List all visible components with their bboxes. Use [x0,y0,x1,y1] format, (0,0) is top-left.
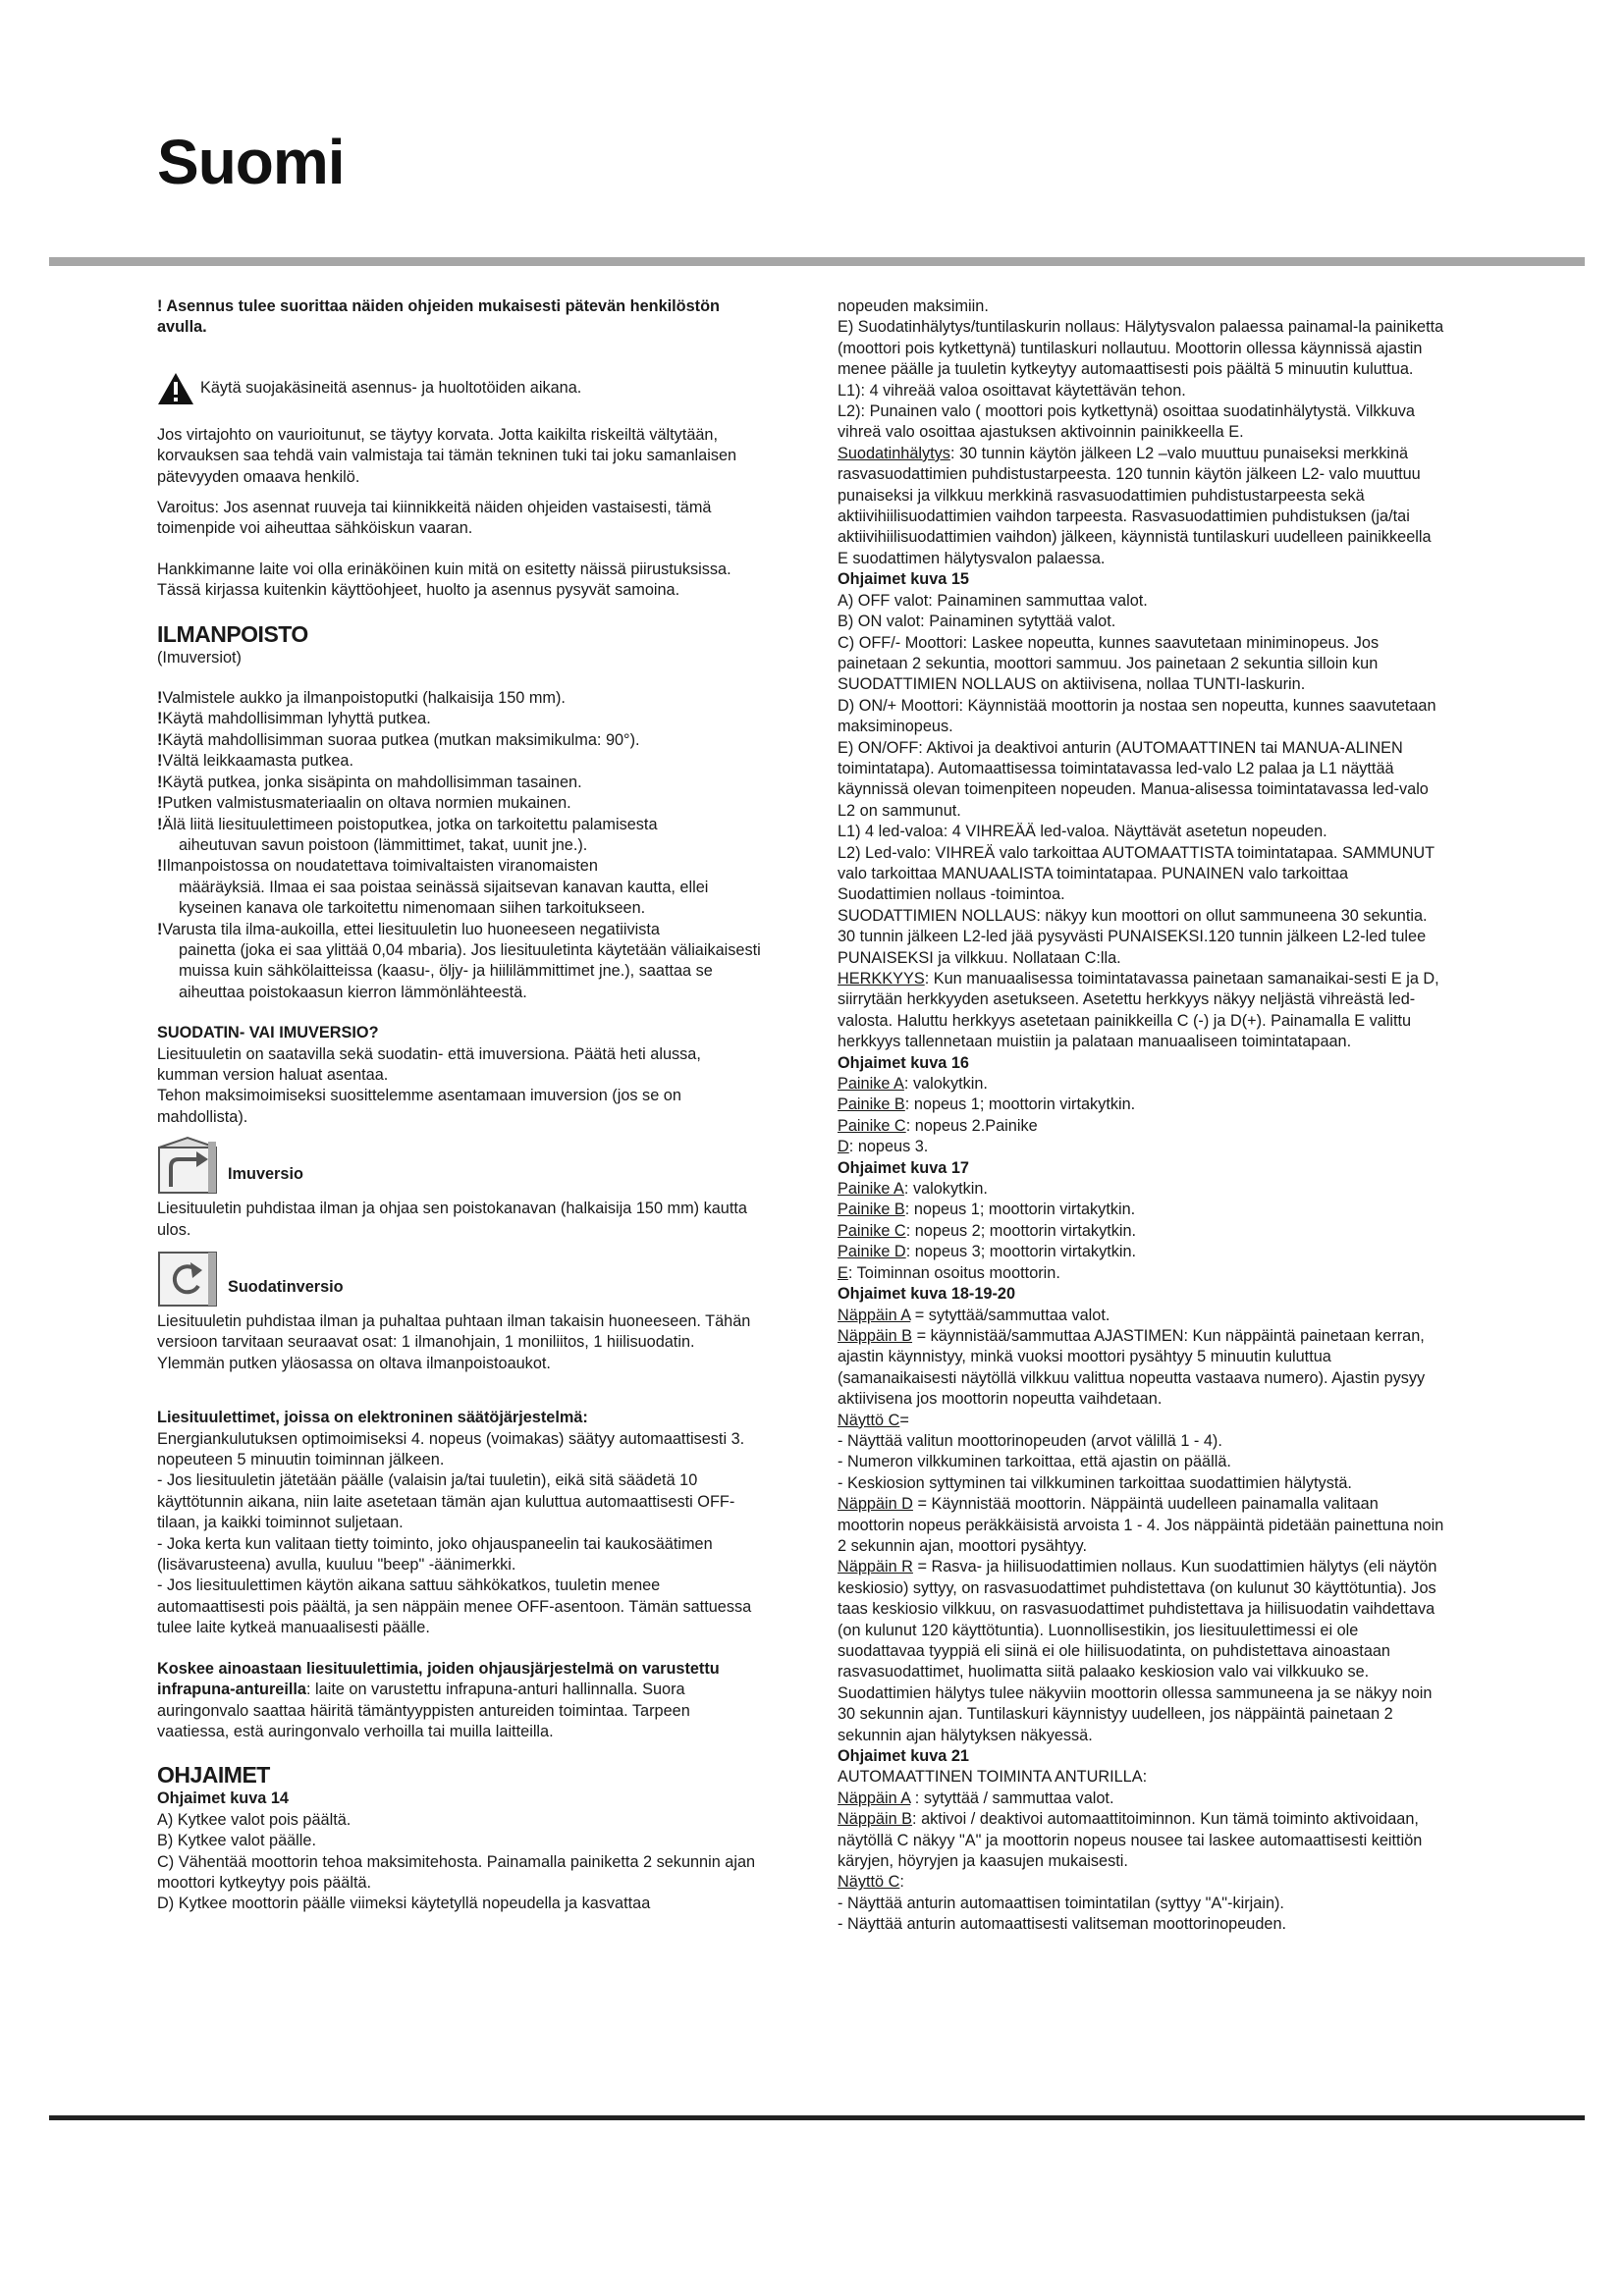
infrared-paragraph: Koskee ainoastaan liesituulettimia, joiden ohjausjärjestelmä on varustettu infrapuna-antureilla: laite on varustettu infrapuna-anturi hallinnalla. Suora auringonvalo saattaa häiritä tämäntyyppisten antureiden toimintaa. Tarpeen vaatiessa, estä auringonvalo verhoilla tai muilla laitteilla. [157,1659,720,1740]
section-title-ohjaimet: OHJAIMET [157,1762,270,1789]
controls-14-line: B) Kytkee valot päälle. [157,1832,316,1850]
list-item: !Putken valmistusmateriaalin on oltava normien mukainen. [157,794,571,813]
controls-18-key-d: Näppäin D = Käynnistää moottorin. Näppäintä uudelleen painamalla valitaan moottorin nopeus peräkkäisistä arvoista 1 - 4. Jos näppäintä pidetään painettuna noin 2 sekunnin ajan, moottori pysähtyy. [838,1495,1444,1555]
controls-17-item: Painike A: valokytkin. [838,1180,988,1199]
electronic-line: - Jos liesituulettimen käytön aikana sattuu sähkökatkos, tuuletin menee automaattisesti pois päältä, ja sen näppäin menee OFF-asentoon. Tämän sattuessa tulee laite kytkeä manuaalisesti päälle. [157,1576,752,1637]
warning-icon [157,372,194,405]
list-item: !Valmistele aukko ja ilmanpoistoputki (halkaisija 150 mm). [157,689,566,708]
controls-18-display-line: - Numeron vilkkuminen tarkoittaa, että ajastin on päällä. [838,1453,1231,1471]
list-item: !Käytä mahdollisimman suoraa putkea (mutkan maksimikulma: 90°). [157,730,640,749]
imuversio-label: Imuversio [228,1164,303,1183]
list-item: !Käytä putkea, jonka sisäpinta on mahdollisimman tasainen. [157,773,582,791]
controls-14-line: A) Kytkee valot pois päältä. [157,1810,352,1829]
recirculation-mode-icon [157,1249,220,1308]
controls-21-key-b: Näppäin B: aktivoi / deaktivoi automaattitoiminnon. Kun tämä toiminto aktivoidaan, näytöllä C näkyy "A" ja moottorin nopeus nousee tai laskee automaattisesti keittiön käryjen, höyryjen ja kaasujen mukaisesti. [838,1810,1423,1871]
list-item: !Ilmanpoistossa on noudatettava toimivaltaisten viranomaisten [157,857,598,876]
controls-21-subtitle: AUTOMAATTINEN TOIMINTA ANTURILLA: [838,1768,1148,1787]
header-divider [49,257,1585,266]
controls-17-item: Painike C: nopeus 2; moottorin virtakytkin. [838,1221,1137,1240]
l2-line: L2): Punainen valo ( moottori pois kytkettynä) osoittaa suodatinhälytystä. Vilkkuva vihreä valo osoittaa ajastuksen aktivoinnin painikkeella E. [838,402,1415,442]
controls-18-title: Ohjaimet kuva 18-19-20 [838,1285,1015,1304]
list-item-continuation: aiheutuvan savun poistoon (lämmittimet, takat, uunit jne.). [179,835,588,854]
list-item: !Vältä leikkaamasta putkea. [157,752,354,771]
list-item: !Varusta tila ilma-aukoilla, ettei liesituuletin luo huoneeseen negatiivista [157,920,660,938]
controls-16-title: Ohjaimet kuva 16 [838,1053,969,1072]
controls-17-item: Painike B: nopeus 1; moottorin virtakytkin. [838,1201,1136,1219]
imuversio-row [157,1136,762,1195]
controls-17-title: Ohjaimet kuva 17 [838,1158,969,1177]
paragraph-suodatin-2: Tehon maksimoimiseksi suosittelemme asentamaan imuversion (jos se on mahdollista). [157,1087,681,1126]
controls-15-line: B) ON valot: Painaminen sytyttää valot. [838,613,1116,631]
section-subtitle-imuversiot: (Imuversiot) [157,648,242,667]
list-item-continuation: määräyksiä. Ilmaa ei saa poistaa seinässä sijaitsevan kanavan kautta, ellei kyseinen kanava ole tarkoitettu nimenomaan siihen tarkoitukseen. [179,878,709,918]
controls-18-key-b: Näppäin B = käynnistää/sammuttaa AJASTIMEN: Kun näppäintä painetaan kerran, ajastin käynnistyy, minkä vuoksi moottori pysähtyy 5 minuutin kuluttua (samanaikaisesti näytöllä vilkkuu valittua nopeutta vastaava numero). Ajastin pysyy aktiivisena jos moottorin nopeutta vaihdetaan. [838,1326,1426,1409]
paragraph-appearance: Hankkimanne laite voi olla erinäköinen kuin mitä on esitetty näissä piirustuksissa. Tässä kirjassa kuitenkin käyttöohjeet, huolto ja asennus pysyvät samoina. [157,560,731,600]
controls-14-title: Ohjaimet kuva 14 [157,1789,289,1808]
paragraph-power-cord: Jos virtajohto on vaurioitunut, se täytyy korvata. Jotta kaikilta riskeiltä vältytään, korvauksen saa tehdä vain valmistaja tai tämän tekninen tuki tai joku samanlaisen pätevyyden omaava henkilö. [157,425,737,486]
intro-notice: ! Asennus tulee suorittaa näiden ohjeiden mukaisesti pätevän henkilöstön avulla. [157,297,720,337]
controls-21-title: Ohjaimet kuva 21 [838,1747,969,1766]
controls-17-item: E: Toiminnan osoitus moottorin. [838,1263,1060,1282]
controls-15-line: E) ON/OFF: Aktivoi ja deaktivoi anturin (AUTOMAATTINEN tai MANUA-ALINEN toimintatapa). Automaattisessa toimintatavassa led-valo L2 palaa ja L1 näyttää käynnissä olevan toimenpiteen nopeuden. Manua-alisessa toimintatavassa led-valo L2 on sammunut. [838,738,1429,820]
controls-18-display-line: - Näyttää valitun moottorinopeuden (arvot välillä 1 - 4). [838,1431,1222,1450]
controls-14-line: D) Kytkee moottorin päälle viimeksi käytetyllä nopeudella ja kasvattaa [157,1895,651,1913]
controls-16-item: D: nopeus 3. [838,1138,929,1156]
suodatinversio-label: Suodatinversio [228,1277,344,1296]
controls-16-item: Painike A: valokytkin. [838,1075,988,1094]
controls-18-key-r: Näppäin R = Rasva- ja hiilisuodattimien nollaus. Kun suodattimien hälytys (eli näytön keskiosio) syttyy, on rasvasuodattimet puhdistettava (on kulunut 30 käyttötuntia). Jos taas keskiosio vilkkuu, on rasvasuodattimet puhdistettava ja hiilisuodatin vaihdettava (on kulunut 120 käyttötuntia). Luonnollisestikin, jos liesituulettimessi ei ole suodattavaa tyyppiä eli siinä ei ole hiilisuodatinta, on puhdistettava ainoastaan rasvasuodattimet, huolimatta siitä palaako keskiosion valo vai vilkkuuko se. Suodattimien hälytys tulee näkyviin moottorin ollessa sammuneena ja se näkyy noin 30 sekunnin ajan. Tuntilaskuri käynnistyy uudelleen, jos näppäintä painetaan 2 sekunnin ajan hälytyksen näkyessä. [838,1558,1437,1744]
controls-21-display-c: Näyttö C: [838,1873,904,1892]
section-title-ilmanpoisto: ILMANPOISTO [157,620,308,647]
list-item-continuation: painetta (joka ei saa ylittää 0,04 mbaria). Jos liesituuletinta käytetään väliaikaisesti muissa kuin sähkölaitteissa (kaasu-, öljy- ja hiililämmittimet jne.), saattaa se aiheuttaa poistokaasun kierron lämmönlähteestä. [179,940,761,1001]
paragraph-suodatin-1: Liesituuletin on saatavilla sekä suodatin- että imuversiona. Päätä heti alussa, kumman version haluat asentaa. [157,1044,701,1084]
exhaust-mode-icon [157,1136,220,1195]
left-column [157,296,762,1915]
controls-21-display-line: - Näyttää anturin automaattisen toimintatilan (syttyy "A"-kirjain). [838,1894,1284,1912]
electronic-line: Energiankulutuksen optimoimiseksi 4. nopeus (voimakas) säätyy automaattisesti 3. nopeuteen 5 minuutin toiminnan jälkeen. [157,1429,745,1469]
controls-15-line: A) OFF valot: Painaminen sammuttaa valot. [838,591,1148,610]
controls-16-item: Painike C: nopeus 2.Painike [838,1116,1038,1135]
section-title-suodatin: SUODATIN- VAI IMUVERSIO? [157,1024,379,1042]
controls-16-item: Painike B: nopeus 1; moottorin virtakytkin. [838,1095,1136,1114]
controls-15-title: Ohjaimet kuva 15 [838,570,969,589]
controls-21-key-a: Näppäin A : sytyttää / sammuttaa valot. [838,1789,1114,1807]
footer-divider [49,2115,1585,2120]
controls-15-line: L2) Led-valo: VIHREÄ valo tarkoittaa AUTOMAATTISTA toimintatapaa. SAMMUNUT valo tarkoittaa MANUAALISTA toimintatapaa. PUNAINEN valo tarkoittaa Suodattimien nollaus -toimintoa. [838,843,1435,904]
suodatinversio-row [157,1249,762,1308]
electronic-line: - Jos liesituuletin jätetään päälle (valaisin ja/tai tuuletin), eikä sitä säädetä 10 käyttötunnin aikana, niin laite asetetaan tämän ajan kuluttua automaattisesti OFF-tilaan, ja kaikki toiminnot suljetaan. [157,1471,735,1532]
controls-14-line: C) Vähentää moottorin tehoa maksimitehosta. Painamalla painiketta 2 sekunnin ajan moottori kytkeytyy pois päältä. [157,1852,756,1892]
paragraph-suodatinversio: Liesituuletin puhdistaa ilman ja puhaltaa puhtaan ilman takaisin huoneeseen. Tähän versioon tarvitaan seuraavat osat: 1 ilmanohjain, 1 moniliitos, 1 hiilisuodatin. Ylemmän putken yläosassa on oltava ilmanpoistoaukot. [157,1312,751,1372]
paragraph-imuversio: Liesituuletin puhdistaa ilman ja ohjaa sen poistokanavan (halkaisija 150 mm) kautta ulos. [157,1200,747,1239]
sensitivity-paragraph: HERKKYYS: Kun manuaalisessa toimintatavassa painetaan samanaikai-sesti E ja D, siirrytään herkkyyden asetukseen. Asetettu herkkyys näkyy neljästä vihreästä led-valosta. Haluttu herkkyys asetetaan painikkeilla C (-) ja D(+). Painamalla E valittu herkkyys tallennetaan muistiin ja palataan manuaaliseen toimintatapaan. [838,970,1439,1051]
right-column [838,296,1444,1936]
filter-alarm-paragraph: Suodatinhälytys: 30 tunnin käytön jälkeen L2 –valo muuttuu punaiseksi merkkinä rasvasuodattimien puhdistustarpeesta. 120 tunnin käytön jälkeen L2- valo muuttuu punaiseksi ja vilkkuu merkkinä rasvasuodattimien puhdistustarpeesta sekä aktiivihiilisuodattimien vaihdon tarpeesta. Rasvasuodattimien puhdistuksen (ja/tai aktiivihiilisuodattimien vaihdon) jälkeen, käynnistä tuntilaskuri uudelleen painikkeella E suodattimen hälytysvalon palaessa. [838,444,1432,567]
electronic-line: - Joka kerta kun valitaan tietty toiminto, joko ohjauspaneelin tai kaukosäätimen (lisävarusteena) avulla, kuuluu "beep" -äänimerkki. [157,1534,713,1575]
l1-line: L1): 4 vihreää valoa osoittavat käytettävän tehon. [838,381,1186,400]
controls-21-display-line: - Näyttää anturin automaattisesti valitseman moottorinopeuden. [838,1915,1287,1934]
controls-15-line: C) OFF/- Moottori: Laskee nopeutta, kunnes saavutetaan miniminopeus. Jos painetaan 2 sekuntia, moottori sammuu. Jos painetaan 2 sekuntia silloin kun SUODATTIMIEN NOLLAUS on aktiivisena, nollaa TUNTI-laskurin. [838,633,1380,694]
page-title: Suomi [157,127,345,197]
electronic-control-title: Liesituulettimet, joissa on elektroninen säätöjärjestelmä: [157,1409,588,1427]
controls-15-line: D) ON/+ Moottori: Käynnistää moottorin ja nostaa sen nopeutta, kunnes saavutetaan maksiminopeus. [838,696,1436,736]
list-item: !Käytä mahdollisimman lyhyttä putkea. [157,710,431,728]
list-item: !Älä liitä liesituulettimeen poistoputkea, jotka on tarkoitettu palamisesta [157,815,658,833]
controls-18-display-line: - Keskiosion syttyminen tai vilkkuminen tarkoittaa suodattimien hälytystä. [838,1473,1352,1492]
controls-15-line: SUODATTIMIEN NOLLAUS: näkyy kun moottori on ollut sammuneena 30 sekuntia. 30 tunnin jälkeen L2-led jää pysyvästi PUNAISEKSI.120 tunnin jälkeen L2-led tulee PUNAISEKSI ja vilkkuu. Nollataan C:lla. [838,906,1428,967]
controls-18-display-c: Näyttö C= [838,1411,909,1429]
controls-17-item: Painike D: nopeus 3; moottorin virtakytkin. [838,1243,1137,1261]
ventilation-bullet-list [157,688,762,1003]
controls-15-line: L1) 4 led-valoa: 4 VIHREÄÄ led-valoa. Näyttävät asetetun nopeuden. [838,823,1327,841]
warning-row [157,372,762,405]
controls-18-key-a: Näppäin A = sytyttää/sammuttaa valot. [838,1306,1110,1324]
filter-reset-paragraph: E) Suodatinhälytys/tuntilaskurin nollaus: Hälytysvalon palaessa painamal-la painiketta (moottori pois kytkettynä) tuntilaskuri nollautuu. Moottorin ollessa käynnissä ajastin menee päälle ja tuuletin kytkeytyy automaattisesti pois päältä 5 minuutin kuluttua. [838,318,1444,379]
paragraph-warning-screws: Varoitus: Jos asennat ruuveja tai kiinnikkeitä näiden ohjeiden vastaisesti, tämä toimenpide voi aiheuttaa sähköiskun vaaran. [157,499,712,538]
warning-text: Käytä suojakäsineitä asennus- ja huoltotöiden aikana. [200,379,582,398]
continuation-line: nopeuden maksimiin. [838,297,989,315]
